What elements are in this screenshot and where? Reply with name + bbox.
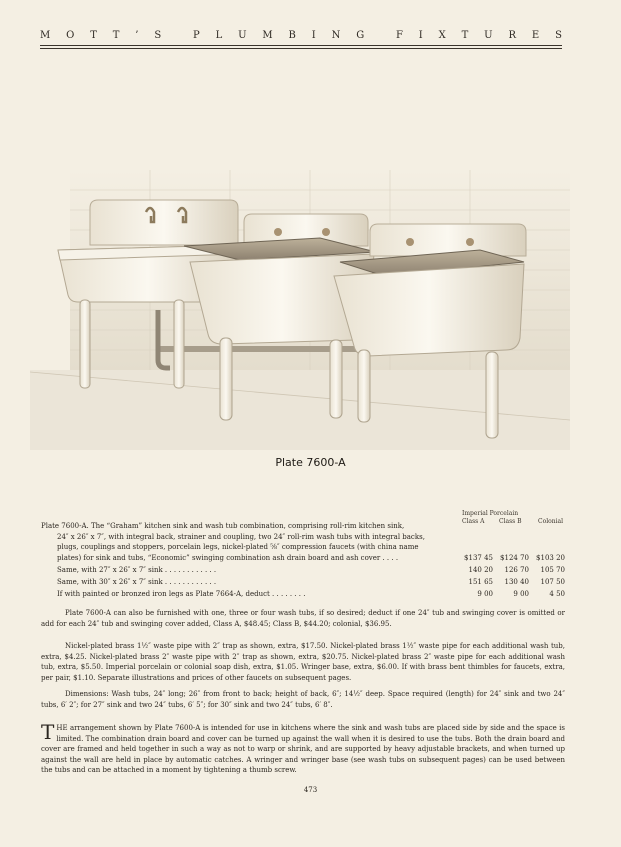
header-letter: S bbox=[555, 30, 562, 41]
plate-photograph bbox=[30, 150, 570, 450]
description-line: plugs, couplings and stoppers, porcelain legs, nickel-plated ⅝″ compression faucets (with china name bbox=[57, 543, 419, 551]
header-letter: T bbox=[90, 30, 97, 41]
closing-text: HE arrangement shown by Plate 7600-A is intended for use in kitchens where the sink and wash tubs are placed side by side and the space is limited. The combination drain board and cover can be turned up against the wall when it is desired to use the tubs. Both the drain board and cover are framed and held together in such a way as not to warp or shrink, and are supported by heavy adjustable brackets, and when turned up against the wall are held in place by automatic catches. A wringer and wringer base (see wash tubs on subsequent pages) can be used between the tubs and can be attached in a moment by tightening a thumb screw. bbox=[41, 724, 565, 774]
paragraph-text: Nickel-plated brass 1½″ waste pipe with 2″ trap as shown, extra, $17.50. Nickel-plated brass 1½″ waste pipe for each additional wash tub, extra, $4.25. Nickel-plated brass 2″ waste pipe with 2″ trap as shown, extra, $20.75. Nickel-plated brass 2″ waste pipe for each additional wash tub, extra, $5.50. Imperial porcelain or colonial soap dish, extra, $1.05. Wringer base, extra, $6.00. If with brass bent thimbles for faucets, extra, per pair, $1.10. Separate illustrations and prices of other faucets on subsequent pages. bbox=[41, 642, 565, 682]
price-colonial: $103 20 bbox=[536, 554, 565, 562]
paragraph-text: Plate 7600-A can also be furnished with one, three or four wash tubs, if so desired; deduct if one 24″ tub and swinging cover is omitted or add for each 24″ tub and swinging cover added, Class A, $48.45; Class B, $44.20; colonial, $36.95. bbox=[41, 609, 565, 628]
header-letter: O bbox=[66, 30, 75, 41]
price-class-b: 126 70 bbox=[504, 566, 529, 574]
header-letter: U bbox=[484, 30, 493, 41]
description-line: plates) for sink and tubs, “Economic” swinging combination ash drain board and ash cover . . . . bbox=[57, 553, 399, 562]
drop-cap: T bbox=[41, 720, 55, 744]
price-colonial: 105 70 bbox=[540, 566, 565, 574]
plate-caption: Plate 7600-A bbox=[275, 456, 346, 469]
description-line: 24″ x 26″ x 7″, with integral back, strainer and coupling, two 24″ roll-rim wash tubs with integral backs, bbox=[57, 532, 425, 541]
header-letter: M bbox=[40, 30, 51, 41]
header-letter: L bbox=[215, 30, 223, 41]
header-letter: ’ bbox=[135, 30, 139, 41]
header-rule-top bbox=[40, 45, 562, 46]
header-letter: X bbox=[438, 30, 446, 41]
price-row bbox=[41, 577, 565, 588]
closing-paragraph bbox=[41, 720, 565, 776]
price-row bbox=[41, 553, 565, 564]
paragraph-text: Dimensions: Wash tubs, 24″ long; 26″ from front to back; height of back, 6″; 14½″ deep. Space required (length) for 24″ sink and two 24″ tubs, 6′ 2″; for 27″ sink and two 24″ tubs, 6′ 5″; for 30″ sink and two 24″ tubs, 6′ 8″. bbox=[41, 690, 565, 709]
price-colonial: 4 50 bbox=[549, 590, 565, 598]
price-row-label: If with painted or bronzed iron legs as Plate 7664-A, deduct . . . . . . . . bbox=[57, 590, 306, 598]
header-letter: U bbox=[238, 30, 247, 41]
price-class-b: 130 40 bbox=[504, 578, 529, 586]
description-line: Plate 7600-A. The “Graham” kitchen sink and wash tub combination, comprising roll-rim kitchen sink, bbox=[41, 522, 405, 530]
header-letter: B bbox=[288, 30, 296, 41]
price-colonial: 107 50 bbox=[540, 578, 565, 586]
header-letter: F bbox=[395, 30, 403, 41]
page-number: 473 bbox=[303, 786, 318, 794]
header-letter: I bbox=[418, 30, 423, 41]
price-row bbox=[41, 589, 565, 600]
header-letter: S bbox=[154, 30, 162, 41]
paragraph-extras bbox=[41, 641, 565, 683]
header-letter: R bbox=[508, 30, 517, 41]
price-row-label: Same, with 27″ x 26″ x 7″ sink . . . . . . . . . . . . bbox=[57, 566, 217, 574]
price-row-label: Same, with 30″ x 26″ x 7″ sink . . . . . . . . . . . . bbox=[57, 578, 217, 586]
price-class-b: $124 70 bbox=[500, 554, 529, 562]
header-letter: T bbox=[461, 30, 469, 41]
price-class-b: 9 00 bbox=[513, 590, 529, 598]
header-letter: P bbox=[192, 30, 200, 41]
paragraph-variations bbox=[41, 608, 565, 629]
column-header-class-a: Class A bbox=[462, 518, 485, 525]
price-group-heading: Imperial Porcelain bbox=[462, 510, 519, 517]
running-header bbox=[40, 30, 562, 41]
price-class-a: $137 45 bbox=[464, 554, 493, 562]
price-class-a: 9 00 bbox=[477, 590, 493, 598]
paragraph-dimensions bbox=[41, 689, 565, 710]
column-header-class-b: Class B bbox=[499, 518, 522, 525]
header-letter: M bbox=[262, 30, 273, 41]
price-row bbox=[41, 565, 565, 576]
price-row-label bbox=[41, 553, 457, 564]
header-letter: T bbox=[112, 30, 120, 41]
header-letter: N bbox=[331, 30, 341, 41]
header-letter: G bbox=[356, 30, 365, 41]
header-letter: I bbox=[311, 30, 316, 41]
column-header-colonial: Colonial bbox=[538, 518, 564, 525]
price-class-a: 140 20 bbox=[468, 566, 493, 574]
header-letter: E bbox=[531, 30, 540, 41]
header-rule-bottom bbox=[40, 48, 562, 49]
price-class-a: 151 65 bbox=[468, 578, 493, 586]
